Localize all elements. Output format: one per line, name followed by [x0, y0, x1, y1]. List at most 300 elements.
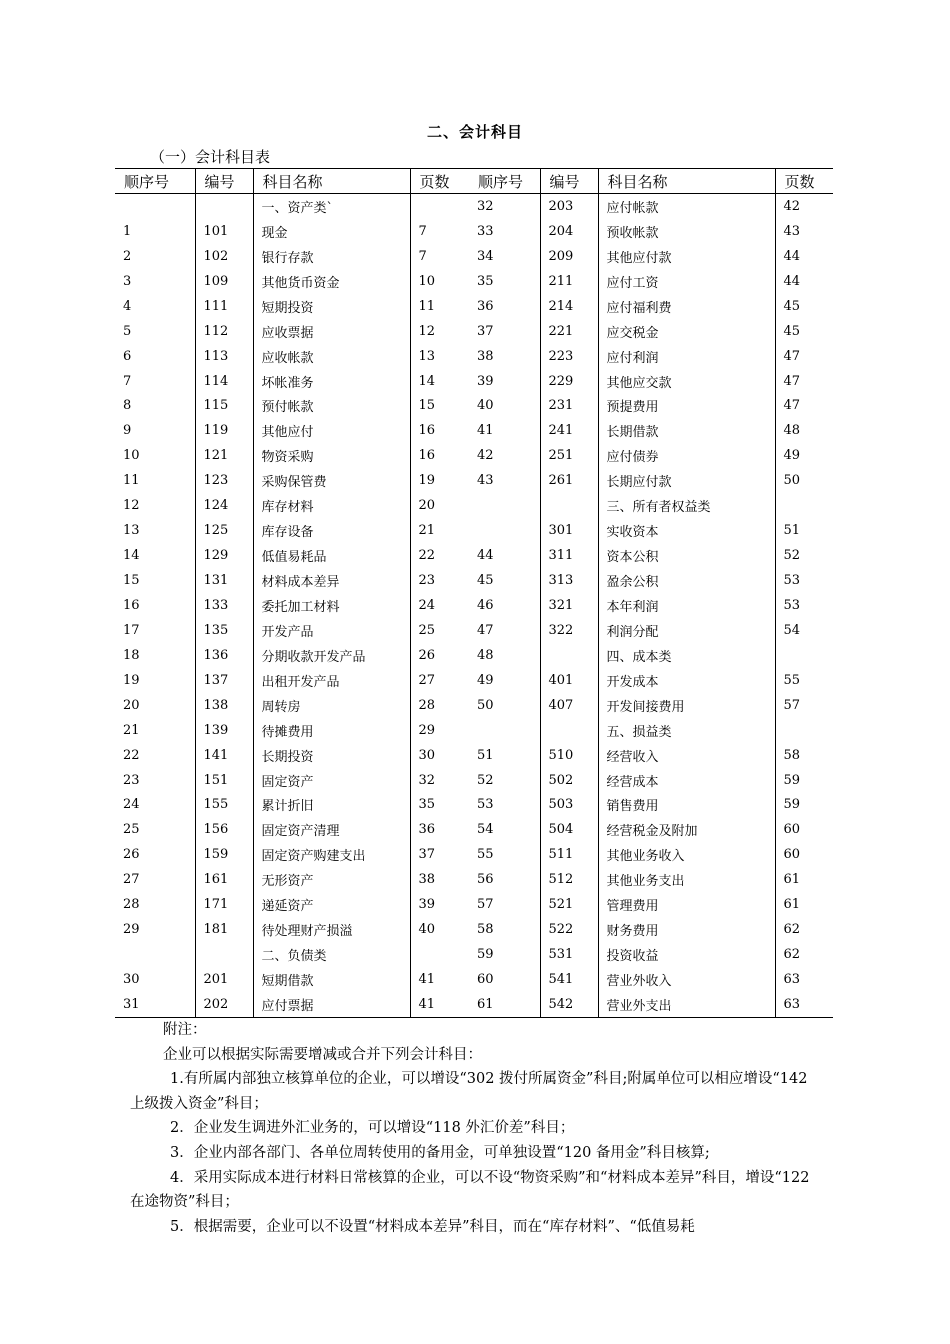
table-cell: 61 — [783, 872, 801, 888]
table-cell: 44 — [783, 273, 801, 289]
table-cell: 18 — [115, 643, 195, 668]
table-row — [115, 817, 833, 842]
table-cell: 407 — [540, 693, 598, 718]
table-cell: 周转房 — [253, 693, 410, 718]
table-cell: 本年利润 — [598, 593, 775, 618]
table-cell: 24 — [115, 793, 195, 818]
table-cell: 36 — [469, 294, 540, 319]
table-cell: 7 — [115, 369, 195, 394]
table-cell: 53 — [783, 573, 801, 589]
table-cell: 541 — [540, 967, 598, 992]
table-cell: 24 — [418, 597, 436, 613]
table-cell: 11 — [418, 298, 436, 314]
table-cell: 136 — [195, 643, 253, 668]
table-cell: 61 — [469, 992, 540, 1017]
table-cell: 利润分配 — [598, 618, 775, 643]
table-cell: 61 — [783, 897, 801, 913]
table-row — [115, 394, 833, 419]
table-cell: 营业外支出 — [598, 992, 775, 1017]
table-cell: 营业外收入 — [598, 967, 775, 992]
table-cell: 159 — [195, 842, 253, 867]
table-cell: 应付债券 — [598, 443, 775, 468]
table-row — [115, 867, 833, 892]
table-row — [115, 244, 833, 269]
table-cell: 37 — [418, 847, 436, 863]
table-cell: 109 — [195, 269, 253, 294]
table-cell: 151 — [195, 768, 253, 793]
table-cell: 应付福利费 — [598, 294, 775, 319]
table-cell: 521 — [540, 892, 598, 917]
table-cell: 531 — [540, 942, 598, 967]
table-cell: 固定资产 — [253, 768, 410, 793]
table-cell: 经营税金及附加 — [598, 817, 775, 842]
table-cell — [410, 194, 469, 219]
table-row — [115, 543, 833, 568]
table-cell: 应交税金 — [598, 319, 775, 344]
table-cell — [195, 942, 253, 967]
table-row — [115, 718, 833, 743]
table-cell: 203 — [540, 194, 598, 219]
table-cell: 出租开发产品 — [253, 668, 410, 693]
table-row — [115, 269, 833, 294]
table-cell: 预提费用 — [598, 394, 775, 419]
table-cell: 45 — [783, 298, 801, 314]
table-cell: 26 — [115, 842, 195, 867]
table-cell: 33 — [469, 219, 540, 244]
table-cell: 51 — [469, 743, 540, 768]
table-cell: 251 — [540, 443, 598, 468]
table-cell — [469, 718, 540, 743]
table-cell: 301 — [540, 518, 598, 543]
table-cell — [775, 643, 833, 668]
table-cell: 229 — [540, 369, 598, 394]
table-cell: 短期投资 — [253, 294, 410, 319]
table-cell: 52 — [783, 548, 801, 564]
note-item: 2．企业发生调进外汇业务的，可以增设“118 外汇价差”科目； — [170, 1120, 575, 1137]
table-cell: 31 — [115, 992, 195, 1017]
table-cell: 9 — [115, 418, 195, 443]
table-cell: 37 — [469, 319, 540, 344]
table-cell: 55 — [783, 672, 801, 688]
table-row — [115, 468, 833, 493]
table-cell — [775, 493, 833, 518]
table-cell: 47 — [469, 618, 540, 643]
table-cell: 应收票据 — [253, 319, 410, 344]
table-cell: 57 — [469, 892, 540, 917]
table-cell: 43 — [783, 223, 801, 239]
table-cell: 低值易耗品 — [253, 543, 410, 568]
table-cell: 313 — [540, 568, 598, 593]
table-cell: 47 — [783, 373, 801, 389]
table-cell: 19 — [115, 668, 195, 693]
table-cell: 55 — [469, 842, 540, 867]
table-cell: 261 — [540, 468, 598, 493]
table-cell: 四、成本类 — [598, 643, 775, 668]
table-cell: 209 — [540, 244, 598, 269]
table-cell: 投资收益 — [598, 942, 775, 967]
table-cell: 54 — [469, 817, 540, 842]
table-cell: 54 — [783, 622, 801, 638]
table-cell: 119 — [195, 418, 253, 443]
table-cell: 应收帐款 — [253, 344, 410, 369]
table-cell: 36 — [418, 822, 436, 838]
table-row — [115, 768, 833, 793]
table-cell: 47 — [783, 348, 801, 364]
note-item: 4．采用实际成本进行材料日常核算的企业，可以不设“物资采购”和“材料成本差异”科目，增设“122 在途物资”科目； — [130, 1169, 810, 1211]
table-cell — [540, 643, 598, 668]
table-cell: 19 — [418, 473, 436, 489]
table-cell: 156 — [195, 817, 253, 842]
table-cell: 13 — [418, 348, 436, 364]
note-item: 1.有所属内部独立核算单位的企业，可以增设“302 拨付所属资金”科目;附属单位可以相应增设“142 上级拨入资金”科目； — [130, 1071, 808, 1112]
column-header: 页数 — [775, 169, 833, 194]
table-cell: 161 — [195, 867, 253, 892]
table-cell: 32 — [469, 194, 540, 219]
table-cell: 322 — [540, 618, 598, 643]
table-cell: 41 — [410, 992, 469, 1017]
table-cell: 44 — [469, 543, 540, 568]
table-cell: 分期收款开发产品 — [253, 643, 410, 668]
table-cell: 16 — [418, 448, 436, 464]
accounts-table — [115, 168, 833, 1018]
table-cell: 15 — [115, 568, 195, 593]
table-cell: 固定资产购建支出 — [253, 842, 410, 867]
table-cell: 22 — [418, 548, 436, 564]
table-cell: 131 — [195, 568, 253, 593]
table-cell: 221 — [540, 319, 598, 344]
table-cell: 321 — [540, 593, 598, 618]
table-row — [115, 443, 833, 468]
table-cell: 40 — [469, 394, 540, 419]
table-cell: 固定资产清理 — [253, 817, 410, 842]
table-cell: 4 — [115, 294, 195, 319]
table-cell: 1 — [115, 219, 195, 244]
table-cell: 141 — [195, 743, 253, 768]
table-cell: 25 — [115, 817, 195, 842]
table-row — [115, 518, 833, 543]
column-header: 科目名称 — [598, 169, 775, 194]
table-cell: 10 — [115, 443, 195, 468]
table-cell: 59 — [469, 942, 540, 967]
table-cell: 211 — [540, 269, 598, 294]
table-cell: 542 — [540, 992, 598, 1017]
table-cell: 盈余公积 — [598, 568, 775, 593]
table-cell: 46 — [469, 593, 540, 618]
table-cell: 35 — [418, 797, 436, 813]
table-cell: 23 — [115, 768, 195, 793]
table-cell: 63 — [783, 972, 801, 988]
table-cell: 138 — [195, 693, 253, 718]
table-cell: 递延资产 — [253, 892, 410, 917]
table-cell: 49 — [783, 448, 801, 464]
table-row — [115, 493, 833, 518]
table-cell: 短期借款 — [253, 967, 410, 992]
table-cell: 59 — [783, 772, 801, 788]
table-cell — [540, 493, 598, 518]
table-cell: 银行存款 — [253, 244, 410, 269]
table-cell: 52 — [469, 768, 540, 793]
table-row — [115, 319, 833, 344]
table-cell: 155 — [195, 793, 253, 818]
table-cell: 经营收入 — [598, 743, 775, 768]
table-cell — [775, 718, 833, 743]
table-cell: 102 — [195, 244, 253, 269]
table-cell: 应付工资 — [598, 269, 775, 294]
table-cell: 8 — [115, 394, 195, 419]
table-cell: 26 — [418, 647, 436, 663]
table-cell: 50 — [469, 693, 540, 718]
table-cell: 125 — [195, 518, 253, 543]
table-cell: 财务费用 — [598, 917, 775, 942]
table-cell: 其他应付 — [253, 418, 410, 443]
table-cell: 实收资本 — [598, 518, 775, 543]
table-cell: 60 — [469, 967, 540, 992]
table-cell: 34 — [469, 244, 540, 269]
table-cell: 27 — [115, 867, 195, 892]
table-row — [115, 344, 833, 369]
table-cell: 其他业务支出 — [598, 867, 775, 892]
table-cell: 其他货币资金 — [253, 269, 410, 294]
table-cell: 委托加工材料 — [253, 593, 410, 618]
table-cell: 502 — [540, 768, 598, 793]
table-cell: 522 — [540, 917, 598, 942]
table-cell: 223 — [540, 344, 598, 369]
column-header: 顺序号 — [469, 169, 540, 194]
table-row — [115, 793, 833, 818]
table-cell: 41 — [469, 418, 540, 443]
table-cell: 111 — [195, 294, 253, 319]
table-cell: 21 — [418, 523, 436, 539]
table-cell: 预付帐款 — [253, 394, 410, 419]
table-cell: 62 — [783, 922, 801, 938]
table-body — [115, 194, 833, 1018]
table-cell: 56 — [469, 867, 540, 892]
table-cell: 123 — [195, 468, 253, 493]
table-cell: 59 — [783, 797, 801, 813]
table-cell: 171 — [195, 892, 253, 917]
table-cell: 53 — [469, 793, 540, 818]
table-cell: 16 — [418, 423, 436, 439]
table-cell — [469, 518, 540, 543]
table-row — [115, 219, 833, 244]
table-cell: 25 — [418, 622, 436, 638]
table-cell: 采购保管费 — [253, 468, 410, 493]
table-cell: 53 — [783, 597, 801, 613]
table-cell — [195, 194, 253, 219]
table-cell: 28 — [418, 697, 436, 713]
table-cell: 38 — [418, 872, 436, 888]
table-cell: 21 — [115, 718, 195, 743]
table-cell: 29 — [418, 722, 436, 738]
table-cell: 3 — [115, 269, 195, 294]
table-cell — [469, 493, 540, 518]
table-row — [115, 693, 833, 718]
table-cell: 20 — [418, 498, 436, 514]
table-cell: 47 — [783, 398, 801, 414]
table-cell: 214 — [540, 294, 598, 319]
table-cell: 现金 — [253, 219, 410, 244]
table-cell: 库存设备 — [253, 518, 410, 543]
table-cell: 其他业务收入 — [598, 842, 775, 867]
table-cell: 42 — [783, 198, 801, 214]
table-cell: 101 — [195, 219, 253, 244]
table-cell: 115 — [195, 394, 253, 419]
table-cell: 204 — [540, 219, 598, 244]
table-cell: 48 — [469, 643, 540, 668]
table-cell — [410, 942, 469, 967]
table-cell: 坏帐准务 — [253, 369, 410, 394]
table-cell: 30 — [418, 747, 436, 763]
table-cell: 311 — [540, 543, 598, 568]
table-cell: 14 — [115, 543, 195, 568]
table-cell: 二、负债类 — [253, 942, 410, 967]
table-cell: 14 — [418, 373, 436, 389]
table-cell: 510 — [540, 743, 598, 768]
note-item: 5．根据需要，企业可以不设置“材料成本差异”科目，而在“库存材料”、“低值易耗 — [170, 1218, 695, 1235]
table-cell: 17 — [115, 618, 195, 643]
table-cell: 27 — [418, 672, 436, 688]
table-cell: 58 — [783, 747, 801, 763]
table-cell: 512 — [540, 867, 598, 892]
table-cell: 长期投资 — [253, 743, 410, 768]
table-cell: 60 — [783, 822, 801, 838]
table-cell: 12 — [418, 323, 436, 339]
table-cell: 114 — [195, 369, 253, 394]
table-cell: 5 — [115, 319, 195, 344]
table-cell: 长期借款 — [598, 418, 775, 443]
table-cell: 51 — [783, 523, 801, 539]
table-cell: 物资采购 — [253, 443, 410, 468]
table-cell: 35 — [469, 269, 540, 294]
table-caption: （一）会计科目表 — [150, 148, 271, 166]
table-cell: 121 — [195, 443, 253, 468]
table-cell: 44 — [783, 248, 801, 264]
table-cell: 10 — [418, 273, 436, 289]
table-row — [115, 917, 833, 942]
table-row — [115, 842, 833, 867]
column-header: 页数 — [410, 169, 469, 194]
table-cell: 开发间接费用 — [598, 693, 775, 718]
table-cell: 应付利润 — [598, 344, 775, 369]
table-cell: 累计折旧 — [253, 793, 410, 818]
table-cell: 30 — [115, 967, 195, 992]
table-row — [115, 643, 833, 668]
table-cell: 应付帐款 — [598, 194, 775, 219]
table-cell: 181 — [195, 917, 253, 942]
table-cell — [115, 194, 195, 219]
table-cell: 40 — [418, 922, 436, 938]
table-cell: 45 — [783, 323, 801, 339]
table-cell: 经营成本 — [598, 768, 775, 793]
table-cell: 材料成本差异 — [253, 568, 410, 593]
table-cell: 29 — [115, 917, 195, 942]
table-cell: 三、所有者权益类 — [598, 493, 775, 518]
table-cell: 库存材料 — [253, 493, 410, 518]
table-cell: 资本公积 — [598, 543, 775, 568]
table-cell: 511 — [540, 842, 598, 867]
table-cell: 42 — [469, 443, 540, 468]
column-header: 顺序号 — [115, 169, 195, 194]
table-cell: 开发产品 — [253, 618, 410, 643]
table-row — [115, 743, 833, 768]
table-cell: 62 — [783, 947, 801, 963]
table-cell: 20 — [115, 693, 195, 718]
table-cell: 23 — [418, 573, 436, 589]
table-cell: 45 — [469, 568, 540, 593]
table-cell: 待摊费用 — [253, 718, 410, 743]
table-row — [115, 369, 833, 394]
table-cell: 预收帐款 — [598, 219, 775, 244]
table-cell: 139 — [195, 718, 253, 743]
table-cell — [540, 718, 598, 743]
table-cell: 11 — [115, 468, 195, 493]
table-cell: 49 — [469, 668, 540, 693]
table-cell: 63 — [775, 992, 833, 1017]
table-header-row — [115, 169, 833, 194]
table-cell: 60 — [783, 847, 801, 863]
table-cell: 22 — [115, 743, 195, 768]
table-cell: 129 — [195, 543, 253, 568]
notes-intro: 企业可以根据实际需要增减或合并下列会计科目： — [163, 1046, 482, 1063]
note-item: 3．企业内部各部门、各单位周转使用的备用金，可单独设置“120 备用金”科目核算; — [170, 1144, 710, 1161]
table-cell: 15 — [418, 398, 436, 414]
table-cell: 135 — [195, 618, 253, 643]
table-cell: 231 — [540, 394, 598, 419]
table-cell: 133 — [195, 593, 253, 618]
table-cell: 41 — [418, 972, 436, 988]
table-cell — [115, 942, 195, 967]
column-header: 科目名称 — [253, 169, 410, 194]
table-cell: 43 — [469, 468, 540, 493]
table-cell: 待处理财产损溢 — [253, 917, 410, 942]
table-cell: 32 — [418, 772, 436, 788]
table-cell: 13 — [115, 518, 195, 543]
table-cell: 113 — [195, 344, 253, 369]
table-cell: 50 — [783, 473, 801, 489]
table-cell: 无形资产 — [253, 867, 410, 892]
table-cell: 其他应交款 — [598, 369, 775, 394]
table-row — [115, 593, 833, 618]
table-row — [115, 992, 833, 1017]
table-cell: 7 — [418, 248, 427, 264]
table-cell: 开发成本 — [598, 668, 775, 693]
table-cell: 6 — [115, 344, 195, 369]
table-cell: 137 — [195, 668, 253, 693]
table-cell: 503 — [540, 793, 598, 818]
table-cell: 48 — [783, 423, 801, 439]
table-cell: 201 — [195, 967, 253, 992]
table-cell: 12 — [115, 493, 195, 518]
table-cell: 401 — [540, 668, 598, 693]
table-cell: 应付票据 — [253, 992, 410, 1017]
table-cell: 28 — [115, 892, 195, 917]
table-cell: 504 — [540, 817, 598, 842]
table-row — [115, 294, 833, 319]
table-row — [115, 967, 833, 992]
table-row — [115, 568, 833, 593]
table-cell: 202 — [195, 992, 253, 1017]
table-cell: 2 — [115, 244, 195, 269]
table-row — [115, 618, 833, 643]
table-cell: 16 — [115, 593, 195, 618]
table-cell: 124 — [195, 493, 253, 518]
page-title: 二、会计科目 — [426, 123, 523, 141]
table-row — [115, 418, 833, 443]
table-row — [115, 942, 833, 967]
notes-label: 附注： — [163, 1022, 207, 1038]
table-cell: 38 — [469, 344, 540, 369]
table-cell: 其他应付款 — [598, 244, 775, 269]
